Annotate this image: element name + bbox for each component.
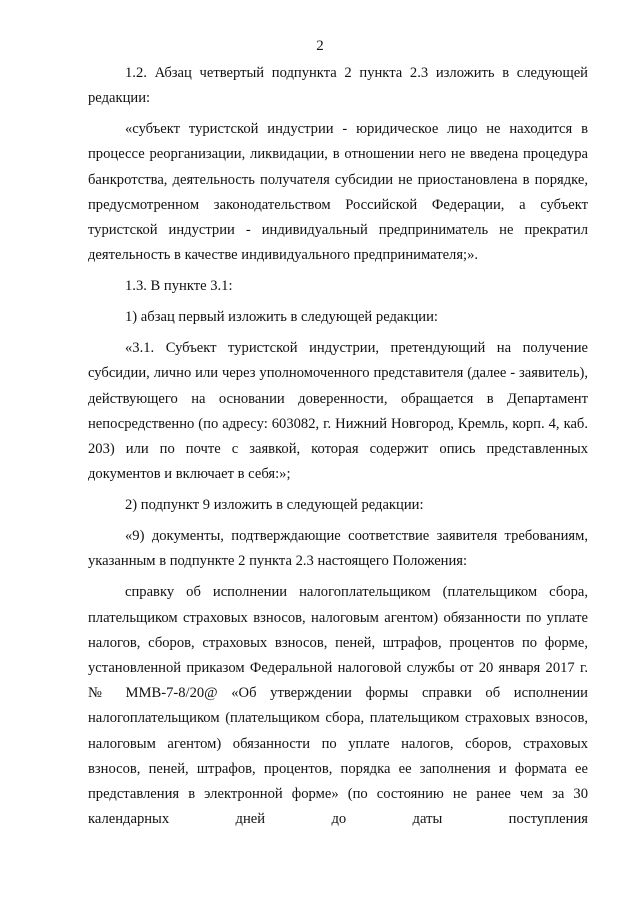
document-body: [88, 61, 588, 838]
paragraph-1-2: 1.2. Абзац четвертый подпункта 2 пункта 2.3 изложить в следующей редакции:: [88, 65, 588, 107]
paragraph-9-documents: «9) документы, подтверждающие соответствие заявителя требованиям, указанным в подпункте 2 пункта 2.3 настоящего Положения:: [88, 528, 588, 570]
paragraph-first-clause-edit: 1) абзац первый изложить в следующей редакции:: [125, 309, 438, 326]
paragraph-subclause-9-edit: 2) подпункт 9 изложить в следующей редакции:: [125, 497, 424, 514]
paragraph-3-1: «3.1. Субъект туристской индустрии, претендующий на получение субсидии, лично или через уполномоченного представителя (далее - заявитель), действующего на основании доверенности, обращается в Департамент непосредственно (по адресу: 603082, г. Нижний Новгород, Кремль, корп. 4, каб. 203) или по почте с заявкой, которая содержит опись представленных документов и включает в себя:»;: [88, 340, 588, 483]
page-number: 2: [316, 38, 324, 54]
paragraph-1-3: 1.3. В пункте 3.1:: [125, 278, 233, 295]
paragraph-subject-tourism-industry: «субъект туристской индустрии - юридическое лицо не находится в процессе реорганизации, ликвидации, в отношении него не введена процедура банкротства, деятельность получателя субсидии не приостановлена в порядке, предусмотренном законодательством Российской Федерации, а субъект туристской индустрии - индивидуальный предприниматель не прекратил деятельность в качестве индивидуального предпринимателя;».: [88, 121, 588, 264]
paragraph-tax-certificate: справку об исполнении налогоплательщиком (плательщиком сбора, плательщиком страховых взносов, налоговым агентом) обязанности по уплате налогов, сборов, страховых взносов, пеней, штрафов, процентов по форме, установленной приказом Федеральной налоговой службы от 20 января 2017 г. № ММВ-7-8/20@ «Об утверждении формы справки об исполнении налогоплательщиком (плательщиком сбора, плательщиком страховых взносов, налоговым агентом) обязанности по уплате налогов, сборов, страховых взносов, пеней, штрафов, процентов, порядка ее заполнения и формата ее представления в электронной форме» (по состоянию не ранее чем за 30 календарных дней до даты поступления: [88, 584, 588, 828]
